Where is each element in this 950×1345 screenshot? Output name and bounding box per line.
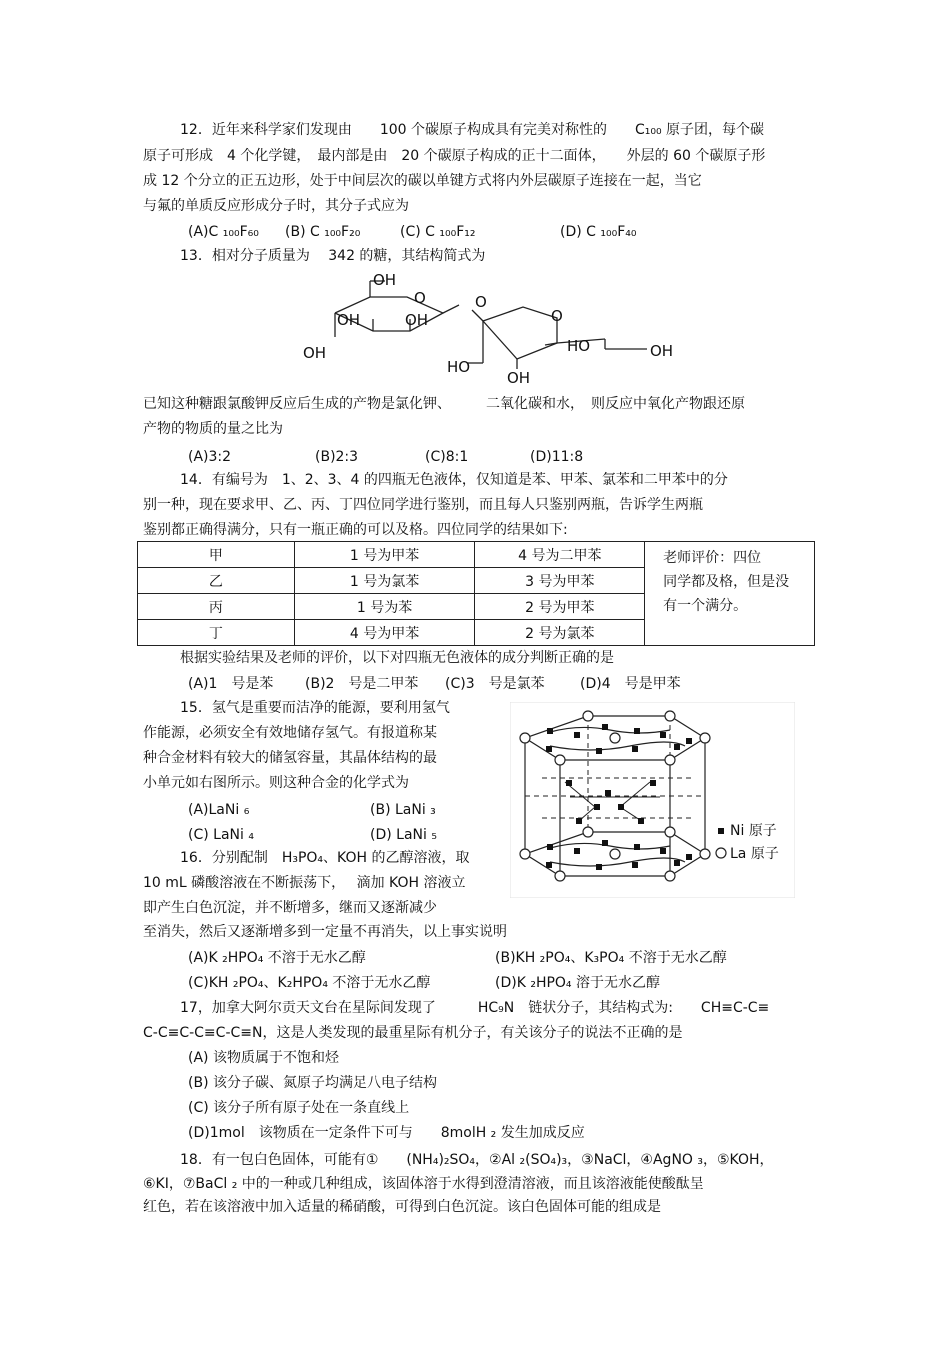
q13-line2: 已知这种糖跟氯酸钾反应后生成的产物是氯化钾、 二氧化碳和水， 则反应中氧化产物跟还原: [143, 396, 745, 412]
q14-line4: 根据实验结果及老师的评价，以下对四瓶无色液体的成分判断正确的是: [180, 650, 614, 666]
q13-line1: 13．相对分子质量为 342 的糖，其结构简式为: [180, 248, 486, 264]
teacher-comment: [645, 542, 815, 646]
q17-option-b: (B) 该分子碳、氮原子均满足八电子结构: [188, 1075, 437, 1091]
q13-option-b: (B)2:3: [315, 449, 359, 465]
q15-option-c: (C) LaNi ₄: [188, 827, 254, 843]
q18-line2: ⑥KI，⑦BaCl ₂ 中的一种或几种组成，该固体溶于水得到澄清溶液，而且该溶液能使酸酞呈: [143, 1176, 704, 1192]
label-oh-ring1: OH: [337, 311, 361, 329]
q12-line2: 原子可形成 4 个化学键， 最内部是由 20 个碳原子构成的正十二面体， 外层的 60 个碳原子形: [143, 148, 766, 164]
q12-option-a: (A)C ₁₀₀F₆₀: [188, 224, 259, 240]
label-ring-o1: O: [414, 289, 426, 307]
label-ring-o2: O: [551, 307, 563, 325]
q16-line1: 16．分别配制 H₃PO₄、KOH 的乙醇溶液，取: [180, 850, 470, 866]
q16-option-a: (A)K ₂HPO₄ 不溶于无水乙醇: [188, 950, 366, 966]
q16-line4: 至消失，然后又逐渐增多到一定量不再消失，以上事实说明: [143, 924, 507, 940]
q12-option-b: (B) C ₁₀₀F₂₀: [285, 224, 361, 240]
result-cell: 2 号为甲苯: [475, 594, 645, 620]
q17-option-a: (A) 该物质属于不饱和烃: [188, 1050, 339, 1066]
label-oh-top: OH: [373, 271, 397, 289]
result-cell: 4 号为甲苯: [294, 620, 475, 646]
result-cell: 1 号为甲苯: [294, 542, 475, 568]
comment-line: 老师评价：四位: [663, 550, 762, 566]
sucrose-structure-diagram: [295, 265, 695, 390]
q12-line4: 与氟的单质反应形成分子时，其分子式应为: [143, 198, 409, 214]
comment-line: 同学都及格，但是没: [663, 574, 790, 590]
q18-line3: 红色，若在该溶液中加入适量的稀硝酸，可得到白色沉淀。该白色固体可能的组成是: [143, 1199, 661, 1215]
q12-line3: 成 12 个分立的正五边形，处于中间层次的碳以单键方式将内外层碳原子连接在一起，当它: [143, 173, 702, 189]
student-name: 丁: [138, 620, 295, 646]
q15-line3: 种合金材料有较大的储氢容量，其晶体结构的最: [143, 750, 437, 766]
crystal-structure-diagram: [510, 702, 795, 898]
comment-line: 有一个满分。: [663, 598, 748, 614]
table-row: [138, 542, 815, 568]
q13-option-c: (C)8:1: [425, 449, 469, 465]
legend-la-label: La 原子: [730, 846, 779, 862]
student-name: 甲: [138, 542, 295, 568]
result-cell: 4 号为二甲苯: [475, 542, 645, 568]
q14-option-d: (D)4 号是甲苯: [580, 676, 681, 692]
q12-line1: 12．近年来科学家们发现由 100 个碳原子构成具有完美对称性的 C₁₀₀ 原子团，每个碳: [180, 122, 765, 138]
legend-ni-label: Ni 原子: [730, 823, 777, 839]
q15-option-a: (A)LaNi ₆: [188, 802, 250, 818]
q14-line1: 14．有编号为 1、2、3、4 的四瓶无色液体，仅知道是苯、甲苯、氯苯和二甲苯中的分: [180, 472, 728, 488]
q16-option-b: (B)KH ₂PO₄、K₃PO₄ 不溶于无水乙醇: [495, 950, 727, 966]
q17-line1: 17，加拿大阿尔贡天文台在星际间发现了 HC₉N 链状分子，其结构式为: CH≡C-C≡: [180, 1000, 770, 1016]
label-ho-left: HO: [447, 358, 471, 376]
q16-option-c: (C)KH ₂PO₄、K₂HPO₄ 不溶于无水乙醇: [188, 975, 431, 991]
student-name: 乙: [138, 568, 295, 594]
q15-line2: 作能源，必须安全有效地储存氢气。有报道称某: [143, 725, 437, 741]
label-ho-ring: HO: [567, 337, 591, 355]
q12-option-d: (D) C ₁₀₀F₄₀: [560, 224, 637, 240]
q17-line2: C-C≡C-C≡C-C≡N，这是人类发现的最重星际有机分子，有关该分子的说法不正确的是: [143, 1025, 683, 1041]
q12-option-c: (C) C ₁₀₀F₁₂: [400, 224, 476, 240]
q18-line1: 18．有一包白色固体，可能有① (NH₄)₂SO₄，②Al ₂(SO₄)₃，③NaCl，④AgNO ₃，⑤KOH，: [180, 1152, 774, 1168]
q14-line2: 别一种，现在要求甲、乙、丙、丁四位同学进行鉴别，而且每人只鉴别两瓶，告诉学生两瓶: [143, 497, 703, 513]
q17-option-d: (D)1mol 该物质在一定条件下可与 8molH ₂ 发生加成反应: [188, 1125, 585, 1141]
q17-option-c: (C) 该分子所有原子处在一条直线上: [188, 1100, 410, 1116]
label-bridge-o: O: [475, 293, 487, 311]
label-oh-bottom: OH: [507, 369, 531, 387]
student-name: 丙: [138, 594, 295, 620]
result-cell: 1 号为苯: [294, 594, 475, 620]
q14-option-c: (C)3 号是氯苯: [445, 676, 545, 692]
q15-line4: 小单元如右图所示。则这种合金的化学式为: [143, 775, 409, 791]
label-oh-left: OH: [303, 344, 327, 362]
label-oh-ring2: OH: [405, 311, 429, 329]
results-table: [137, 541, 815, 646]
q14-line3: 鉴别都正确得满分，只有一瓶正确的可以及格。四位同学的结果如下:: [143, 522, 568, 538]
q13-option-d: (D)11:8: [530, 449, 584, 465]
q13-option-a: (A)3:2: [188, 449, 232, 465]
q16-line2: 10 mL 磷酸溶液在不断振荡下， 滴加 KOH 溶液立: [143, 875, 466, 891]
q16-option-d: (D)K ₂HPO₄ 溶于无水乙醇: [495, 975, 660, 991]
q14-option-b: (B)2 号是二甲苯: [305, 676, 419, 692]
q15-option-d: (D) LaNi ₅: [370, 827, 437, 843]
result-cell: 2 号为氯苯: [475, 620, 645, 646]
label-oh-right: OH: [650, 342, 674, 360]
q15-option-b: (B) LaNi ₃: [370, 802, 436, 818]
q16-line3: 即产生白色沉淀，并不断增多，继而又逐渐减少: [143, 900, 437, 916]
q13-line3: 产物的物质的量之比为: [143, 421, 283, 437]
q14-option-a: (A)1 号是苯: [188, 676, 274, 692]
q15-line1: 15．氢气是重要而洁净的能源，要利用氢气: [180, 700, 450, 716]
result-cell: 1 号为氯苯: [294, 568, 475, 594]
result-cell: 3 号为甲苯: [475, 568, 645, 594]
